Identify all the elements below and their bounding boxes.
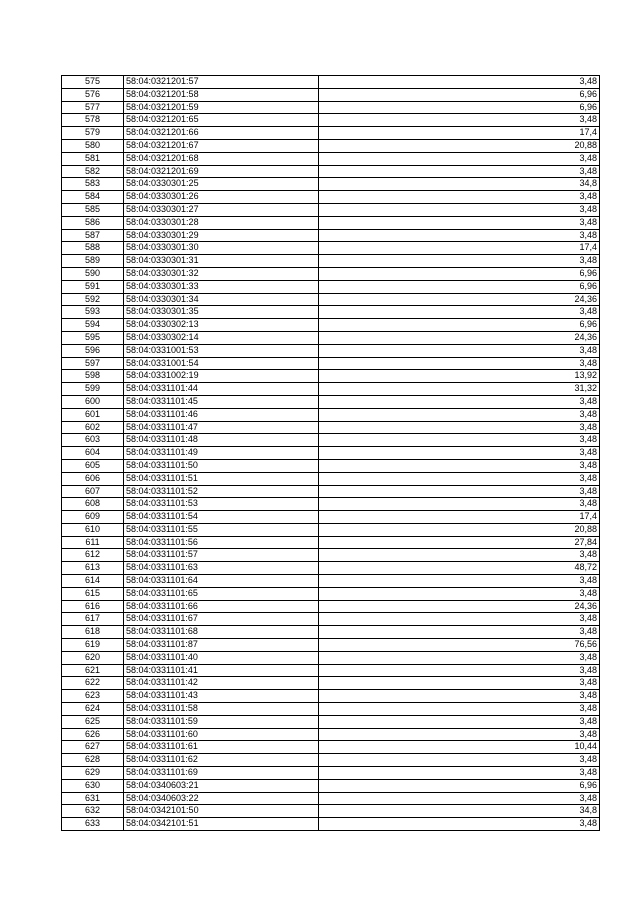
value-cell: 3,48 [319, 306, 600, 319]
table-row [62, 498, 600, 511]
table-row [62, 575, 600, 588]
value-cell: 6,96 [319, 280, 600, 293]
table-row [62, 319, 600, 332]
cadastral-number-cell: 58:04:0330302:14 [124, 331, 319, 344]
row-number-cell: 626 [62, 728, 124, 741]
table-row [62, 306, 600, 319]
row-number-cell: 592 [62, 293, 124, 306]
table-row [62, 88, 600, 101]
table-row [62, 536, 600, 549]
row-number-cell: 585 [62, 203, 124, 216]
value-cell: 3,48 [319, 472, 600, 485]
row-number-cell: 631 [62, 792, 124, 805]
cadastral-number-cell: 58:04:0331001:54 [124, 357, 319, 370]
cadastral-number-cell: 58:04:0330301:31 [124, 255, 319, 268]
value-cell: 17,4 [319, 511, 600, 524]
table-row [62, 511, 600, 524]
row-number-cell: 608 [62, 498, 124, 511]
value-cell: 24,36 [319, 600, 600, 613]
value-cell: 10,44 [319, 741, 600, 754]
row-number-cell: 593 [62, 306, 124, 319]
table-row [62, 357, 600, 370]
row-number-cell: 591 [62, 280, 124, 293]
cadastral-number-cell: 58:04:0331101:60 [124, 728, 319, 741]
value-cell: 24,36 [319, 293, 600, 306]
cadastral-number-cell: 58:04:0340603:21 [124, 779, 319, 792]
value-cell: 17,4 [319, 242, 600, 255]
value-cell: 3,48 [319, 767, 600, 780]
value-cell: 31,32 [319, 383, 600, 396]
cadastral-number-cell: 58:04:0331101:68 [124, 626, 319, 639]
table-row [62, 229, 600, 242]
row-number-cell: 625 [62, 715, 124, 728]
cadastral-number-cell: 58:04:0331001:53 [124, 344, 319, 357]
row-number-cell: 624 [62, 703, 124, 716]
value-cell: 76,56 [319, 639, 600, 652]
cadastral-number-cell: 58:04:0331101:62 [124, 754, 319, 767]
value-cell: 6,96 [319, 101, 600, 114]
value-cell: 17,4 [319, 127, 600, 140]
value-cell: 48,72 [319, 562, 600, 575]
parcel-table [61, 75, 600, 831]
value-cell: 6,96 [319, 779, 600, 792]
row-number-cell: 621 [62, 664, 124, 677]
table-row [62, 472, 600, 485]
value-cell: 3,48 [319, 255, 600, 268]
cadastral-number-cell: 58:04:0331101:66 [124, 600, 319, 613]
table-row [62, 690, 600, 703]
value-cell: 34,8 [319, 805, 600, 818]
value-cell: 3,48 [319, 485, 600, 498]
table-row [62, 331, 600, 344]
row-number-cell: 605 [62, 459, 124, 472]
cadastral-number-cell: 58:04:0331101:42 [124, 677, 319, 690]
table-row [62, 242, 600, 255]
cadastral-number-cell: 58:04:0331101:67 [124, 613, 319, 626]
value-cell: 3,48 [319, 357, 600, 370]
cadastral-number-cell: 58:04:0330301:33 [124, 280, 319, 293]
row-number-cell: 633 [62, 818, 124, 831]
table-row [62, 383, 600, 396]
row-number-cell: 583 [62, 178, 124, 191]
table-row [62, 408, 600, 421]
row-number-cell: 575 [62, 76, 124, 89]
cadastral-number-cell: 58:04:0330301:27 [124, 203, 319, 216]
value-cell: 3,48 [319, 664, 600, 677]
cadastral-number-cell: 58:04:0321201:65 [124, 114, 319, 127]
cadastral-number-cell: 58:04:0331101:87 [124, 639, 319, 652]
row-number-cell: 607 [62, 485, 124, 498]
row-number-cell: 581 [62, 152, 124, 165]
table-row [62, 677, 600, 690]
table-row [62, 562, 600, 575]
table-row [62, 549, 600, 562]
cadastral-number-cell: 58:04:0331101:45 [124, 395, 319, 408]
value-cell: 3,48 [319, 792, 600, 805]
cadastral-number-cell: 58:04:0330301:35 [124, 306, 319, 319]
cadastral-number-cell: 58:04:0331101:49 [124, 447, 319, 460]
cadastral-number-cell: 58:04:0342101:50 [124, 805, 319, 818]
row-number-cell: 589 [62, 255, 124, 268]
table-row [62, 127, 600, 140]
cadastral-number-cell: 58:04:0331101:54 [124, 511, 319, 524]
value-cell: 3,48 [319, 447, 600, 460]
cadastral-number-cell: 58:04:0331101:47 [124, 421, 319, 434]
cadastral-number-cell: 58:04:0331101:51 [124, 472, 319, 485]
table-row [62, 267, 600, 280]
table-row [62, 165, 600, 178]
cadastral-number-cell: 58:04:0331101:44 [124, 383, 319, 396]
value-cell: 3,48 [319, 344, 600, 357]
value-cell: 3,48 [319, 549, 600, 562]
cadastral-number-cell: 58:04:0330301:32 [124, 267, 319, 280]
row-number-cell: 590 [62, 267, 124, 280]
row-number-cell: 620 [62, 651, 124, 664]
table-row [62, 203, 600, 216]
table-row [62, 139, 600, 152]
table-row [62, 293, 600, 306]
value-cell: 3,48 [319, 459, 600, 472]
cadastral-number-cell: 58:04:0331101:65 [124, 587, 319, 600]
value-cell: 3,48 [319, 728, 600, 741]
row-number-cell: 627 [62, 741, 124, 754]
table-row [62, 818, 600, 831]
row-number-cell: 619 [62, 639, 124, 652]
cadastral-number-cell: 58:04:0331101:46 [124, 408, 319, 421]
value-cell: 3,48 [319, 613, 600, 626]
table-row [62, 216, 600, 229]
row-number-cell: 630 [62, 779, 124, 792]
value-cell: 3,48 [319, 587, 600, 600]
row-number-cell: 580 [62, 139, 124, 152]
cadastral-number-cell: 58:04:0342101:51 [124, 818, 319, 831]
value-cell: 6,96 [319, 267, 600, 280]
value-cell: 3,48 [319, 498, 600, 511]
table-row [62, 779, 600, 792]
row-number-cell: 576 [62, 88, 124, 101]
cadastral-number-cell: 58:04:0330301:25 [124, 178, 319, 191]
value-cell: 3,48 [319, 203, 600, 216]
row-number-cell: 612 [62, 549, 124, 562]
value-cell: 3,48 [319, 575, 600, 588]
table-row [62, 754, 600, 767]
row-number-cell: 594 [62, 319, 124, 332]
value-cell: 3,48 [319, 191, 600, 204]
row-number-cell: 628 [62, 754, 124, 767]
value-cell: 3,48 [319, 152, 600, 165]
cadastral-number-cell: 58:04:0331101:50 [124, 459, 319, 472]
row-number-cell: 603 [62, 434, 124, 447]
value-cell: 20,88 [319, 523, 600, 536]
table-row [62, 447, 600, 460]
row-number-cell: 632 [62, 805, 124, 818]
cadastral-number-cell: 58:04:0331101:41 [124, 664, 319, 677]
row-number-cell: 596 [62, 344, 124, 357]
row-number-cell: 609 [62, 511, 124, 524]
value-cell: 3,48 [319, 229, 600, 242]
cadastral-number-cell: 58:04:0331101:48 [124, 434, 319, 447]
table-row [62, 101, 600, 114]
cadastral-number-cell: 58:04:0340603:22 [124, 792, 319, 805]
value-cell: 34,8 [319, 178, 600, 191]
cadastral-number-cell: 58:04:0331101:52 [124, 485, 319, 498]
value-cell: 3,48 [319, 754, 600, 767]
row-number-cell: 587 [62, 229, 124, 242]
value-cell: 20,88 [319, 139, 600, 152]
table-row [62, 767, 600, 780]
table-row [62, 395, 600, 408]
cadastral-number-cell: 58:04:0321201:68 [124, 152, 319, 165]
table-row [62, 191, 600, 204]
row-number-cell: 601 [62, 408, 124, 421]
table-row [62, 370, 600, 383]
table-row [62, 485, 600, 498]
row-number-cell: 629 [62, 767, 124, 780]
value-cell: 6,96 [319, 319, 600, 332]
value-cell: 6,96 [319, 88, 600, 101]
table-row [62, 664, 600, 677]
row-number-cell: 597 [62, 357, 124, 370]
cadastral-number-cell: 58:04:0321201:69 [124, 165, 319, 178]
table-row [62, 703, 600, 716]
value-cell: 3,48 [319, 216, 600, 229]
value-cell: 13,92 [319, 370, 600, 383]
value-cell: 3,48 [319, 76, 600, 89]
row-number-cell: 586 [62, 216, 124, 229]
cadastral-number-cell: 58:04:0331101:64 [124, 575, 319, 588]
row-number-cell: 611 [62, 536, 124, 549]
parcel-table-body [62, 76, 600, 831]
value-cell: 3,48 [319, 408, 600, 421]
cadastral-number-cell: 58:04:0331101:40 [124, 651, 319, 664]
cadastral-number-cell: 58:04:0331101:63 [124, 562, 319, 575]
value-cell: 27,84 [319, 536, 600, 549]
row-number-cell: 600 [62, 395, 124, 408]
row-number-cell: 614 [62, 575, 124, 588]
row-number-cell: 618 [62, 626, 124, 639]
table-row [62, 523, 600, 536]
table-row [62, 280, 600, 293]
cadastral-number-cell: 58:04:0331101:56 [124, 536, 319, 549]
row-number-cell: 584 [62, 191, 124, 204]
value-cell: 3,48 [319, 626, 600, 639]
value-cell: 3,48 [319, 395, 600, 408]
row-number-cell: 622 [62, 677, 124, 690]
table-row [62, 792, 600, 805]
table-row [62, 587, 600, 600]
table-row [62, 715, 600, 728]
table-row [62, 626, 600, 639]
table-row [62, 639, 600, 652]
cadastral-number-cell: 58:04:0331101:69 [124, 767, 319, 780]
table-row [62, 613, 600, 626]
table-row [62, 114, 600, 127]
cadastral-number-cell: 58:04:0330301:29 [124, 229, 319, 242]
table-row [62, 421, 600, 434]
cadastral-number-cell: 58:04:0330301:30 [124, 242, 319, 255]
cadastral-number-cell: 58:04:0331101:43 [124, 690, 319, 703]
table-row [62, 434, 600, 447]
row-number-cell: 616 [62, 600, 124, 613]
cadastral-number-cell: 58:04:0331101:59 [124, 715, 319, 728]
row-number-cell: 615 [62, 587, 124, 600]
cadastral-number-cell: 58:04:0330302:13 [124, 319, 319, 332]
table-row [62, 651, 600, 664]
cadastral-number-cell: 58:04:0331101:53 [124, 498, 319, 511]
cadastral-number-cell: 58:04:0331101:57 [124, 549, 319, 562]
table-row [62, 255, 600, 268]
cadastral-number-cell: 58:04:0331101:58 [124, 703, 319, 716]
cadastral-number-cell: 58:04:0321201:58 [124, 88, 319, 101]
row-number-cell: 577 [62, 101, 124, 114]
table-row [62, 459, 600, 472]
value-cell: 3,48 [319, 677, 600, 690]
cadastral-number-cell: 58:04:0331101:55 [124, 523, 319, 536]
table-row [62, 152, 600, 165]
value-cell: 3,48 [319, 421, 600, 434]
value-cell: 3,48 [319, 651, 600, 664]
cadastral-number-cell: 58:04:0331101:61 [124, 741, 319, 754]
row-number-cell: 604 [62, 447, 124, 460]
table-row [62, 741, 600, 754]
value-cell: 3,48 [319, 114, 600, 127]
row-number-cell: 582 [62, 165, 124, 178]
row-number-cell: 606 [62, 472, 124, 485]
table-row [62, 805, 600, 818]
row-number-cell: 623 [62, 690, 124, 703]
table-row [62, 600, 600, 613]
cadastral-number-cell: 58:04:0330301:28 [124, 216, 319, 229]
value-cell: 3,48 [319, 690, 600, 703]
table-row [62, 76, 600, 89]
value-cell: 3,48 [319, 165, 600, 178]
row-number-cell: 578 [62, 114, 124, 127]
row-number-cell: 617 [62, 613, 124, 626]
row-number-cell: 610 [62, 523, 124, 536]
row-number-cell: 595 [62, 331, 124, 344]
cadastral-number-cell: 58:04:0321201:67 [124, 139, 319, 152]
value-cell: 3,48 [319, 434, 600, 447]
table-row [62, 344, 600, 357]
row-number-cell: 602 [62, 421, 124, 434]
row-number-cell: 599 [62, 383, 124, 396]
cadastral-number-cell: 58:04:0330301:34 [124, 293, 319, 306]
cadastral-number-cell: 58:04:0330301:26 [124, 191, 319, 204]
row-number-cell: 613 [62, 562, 124, 575]
value-cell: 24,36 [319, 331, 600, 344]
table-row [62, 728, 600, 741]
cadastral-number-cell: 58:04:0331002:19 [124, 370, 319, 383]
cadastral-number-cell: 58:04:0321201:59 [124, 101, 319, 114]
cadastral-number-cell: 58:04:0321201:66 [124, 127, 319, 140]
table-row [62, 178, 600, 191]
row-number-cell: 588 [62, 242, 124, 255]
value-cell: 3,48 [319, 703, 600, 716]
row-number-cell: 598 [62, 370, 124, 383]
value-cell: 3,48 [319, 715, 600, 728]
cadastral-number-cell: 58:04:0321201:57 [124, 76, 319, 89]
value-cell: 3,48 [319, 818, 600, 831]
row-number-cell: 579 [62, 127, 124, 140]
